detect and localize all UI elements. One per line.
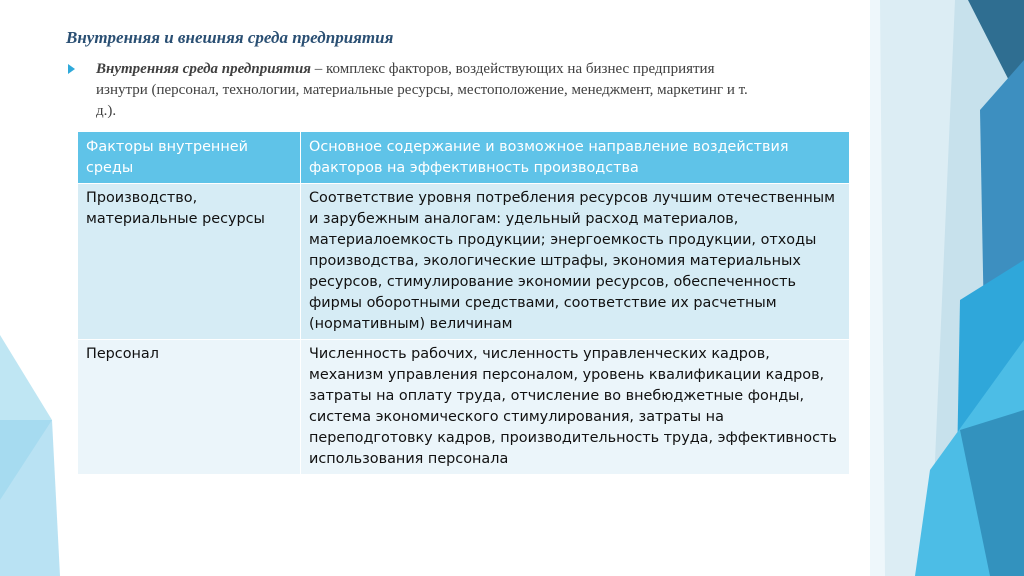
cell-factor: Производство, материальные ресурсы (78, 184, 301, 340)
factors-table (77, 131, 850, 475)
header-factors: Факторы внутренней среды (78, 132, 301, 184)
slide-title: Внутренняя и внешняя среда предприятия (66, 28, 394, 47)
table-row (78, 184, 850, 340)
intro-definition: – комплекс факторов, воздействующих на бизнес предприятия изнутри (персонал, технологии, материальные ресурсы, местоположение, менеджмент, маркетинг и т. д.). (96, 61, 748, 119)
header-content: Основное содержание и возможное направление воздействия факторов на эффективность производства (301, 132, 850, 184)
cell-content: Численность рабочих, численность управленческих кадров, механизм управления персоналом, уровень квалификации кадров, затраты на оплату труда, отчисление во внебюджетные фонды, система экономического стимулирования, затраты на переподготовку кадров, производительность труда, эффективность использования персонала (301, 340, 850, 475)
intro-paragraph (96, 59, 756, 122)
bullet-arrow-icon (68, 64, 75, 74)
table-row (78, 340, 850, 475)
cell-factor: Персонал (78, 340, 301, 475)
left-decor-shape-2 (0, 420, 60, 576)
table-header-row (78, 132, 850, 184)
cell-content: Соответствие уровня потребления ресурсов лучшим отечественным и зарубежным аналогам: удельный расход материалов, материалоемкость продукции; энергоемкость продукции, отходы производства, экологические штрафы, экономия материальных ресурсов, стимулирование экономии ресурсов, обеспеченность фирмы оборотными средствами, соответствие их расчетным (нормативным) величинам (301, 184, 850, 340)
intro-term: Внутренняя среда предприятия (96, 61, 312, 77)
